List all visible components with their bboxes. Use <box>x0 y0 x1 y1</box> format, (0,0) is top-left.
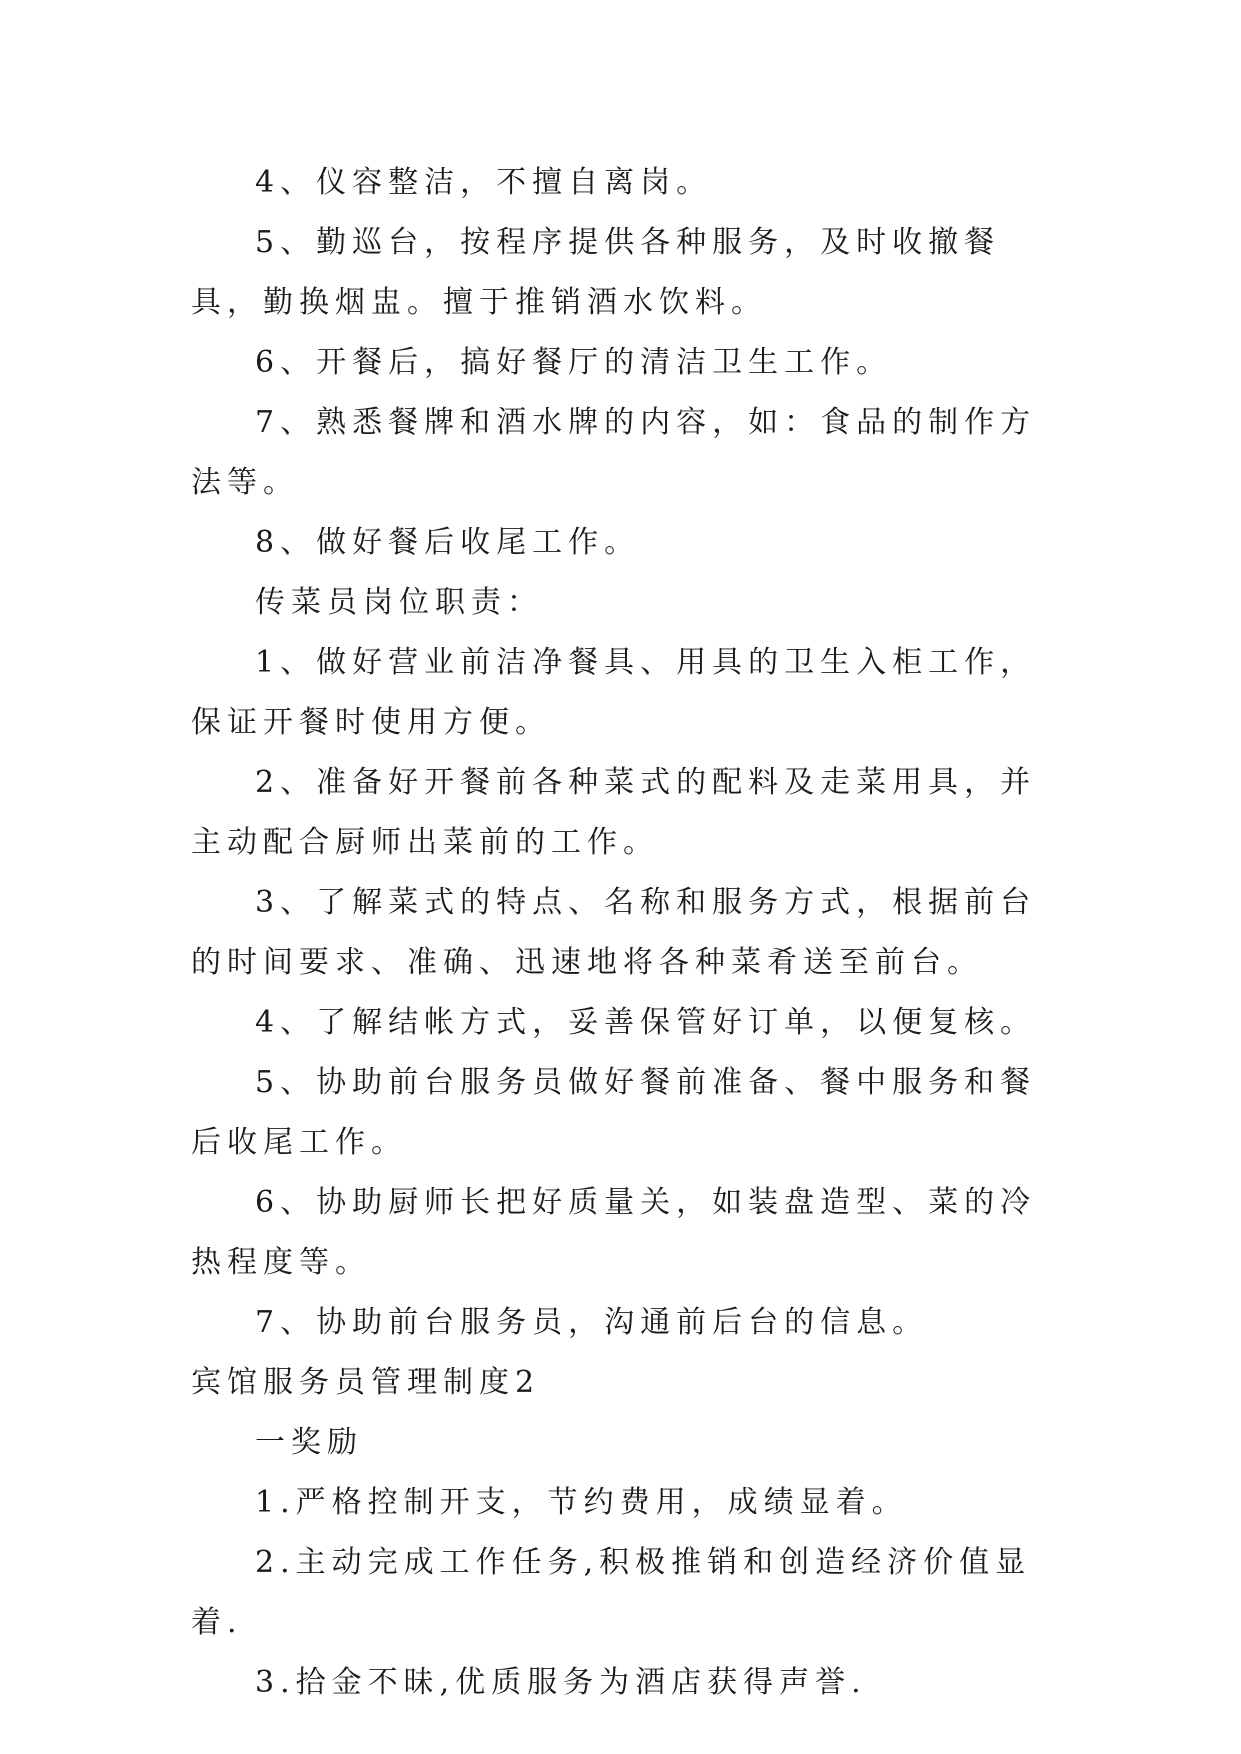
paragraph-4: 7、熟悉餐牌和酒水牌的内容，如：食品的制作方法等。 <box>191 405 1037 500</box>
subsection-heading-reward: 一奖励 <box>255 1425 363 1460</box>
paragraph-17: 2.主动完成工作任务,积极推销和创造经济价值显着. <box>191 1545 1032 1640</box>
paragraph-16: 1.严格控制开支，节约费用，成绩显着。 <box>255 1485 908 1520</box>
document-body <box>191 153 1071 1713</box>
paragraph-5: 8、做好餐后收尾工作。 <box>255 525 641 560</box>
paragraph-2: 5、勤巡台，按程序提供各种服务，及时收撤餐具，勤换烟盅。擅于推销酒水饮料。 <box>191 225 1001 320</box>
section-heading-waiter-duties: 传菜员岗位职责： <box>255 585 543 620</box>
paragraph-8: 2、准备好开餐前各种菜式的配料及走菜用具，并主动配合厨师出菜前的工作。 <box>191 765 1037 860</box>
paragraph-12: 6、协助厨师长把好质量关，如装盘造型、菜的冷热程度等。 <box>191 1185 1037 1280</box>
paragraph-18: 3.拾金不昧,优质服务为酒店获得声誉. <box>255 1665 867 1700</box>
paragraph-11: 5、协助前台服务员做好餐前准备、餐中服务和餐后收尾工作。 <box>191 1065 1037 1160</box>
section-title: 宾馆服务员管理制度2 <box>191 1365 541 1400</box>
paragraph-10: 4、了解结帐方式，妥善保管好订单，以便复核。 <box>255 1005 1037 1040</box>
paragraph-3: 6、开餐后，搞好餐厅的清洁卫生工作。 <box>255 345 893 380</box>
paragraph-9: 3、了解菜式的特点、名称和服务方式，根据前台的时间要求、准确、迅速地将各种菜肴送至前台。 <box>191 885 1037 980</box>
paragraph-13: 7、协助前台服务员，沟通前后台的信息。 <box>255 1305 929 1340</box>
paragraph-7: 1、做好营业前洁净餐具、用具的卫生入柜工作，保证开餐时使用方便。 <box>191 645 1037 740</box>
paragraph-1: 4、仪容整洁，不擅自离岗。 <box>255 165 713 200</box>
